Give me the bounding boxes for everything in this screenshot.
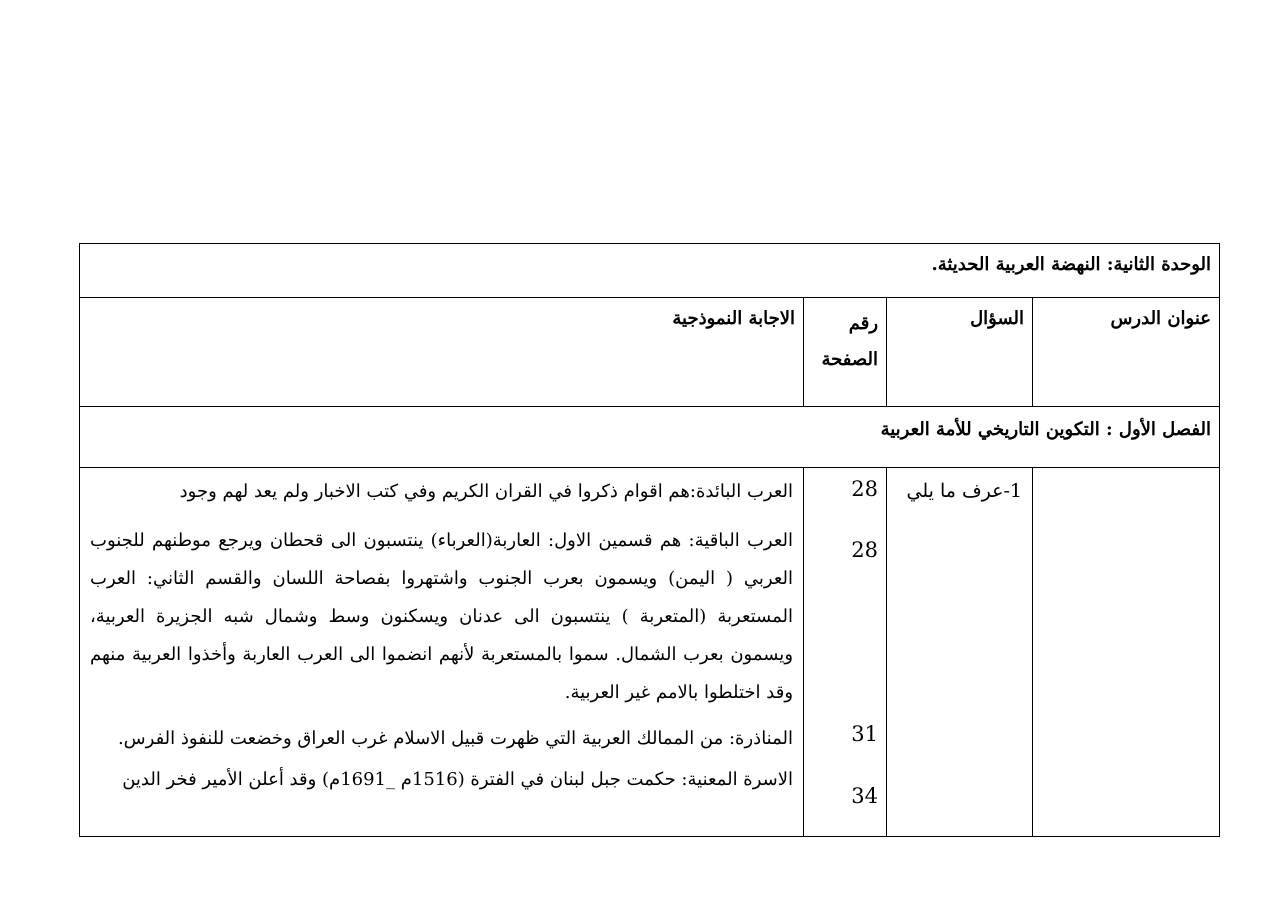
page-numbers bbox=[804, 468, 886, 836]
lesson-title-header: عنوان الدرس bbox=[1110, 308, 1212, 329]
question-cell bbox=[887, 468, 1033, 837]
page-number: 28 bbox=[851, 538, 879, 562]
page-number: 28 bbox=[851, 477, 879, 501]
model-answer-header: الاجابة النموذجية bbox=[672, 308, 796, 329]
answer-paragraph: الاسرة المعنية: حكمت جبل لبنان في الفترة (1516م _1691م) وقد أعلن الأمير فخر الدين bbox=[122, 769, 794, 790]
page-number: 34 bbox=[851, 784, 879, 808]
page-number-cell bbox=[804, 468, 887, 837]
page-number-header: رقم الصفحة bbox=[821, 313, 879, 370]
question-header: السؤال bbox=[970, 308, 1025, 329]
answer-paragraph: المناذرة: من الممالك العربية التي ظهرت قبيل الاسلام غرب العراق وخضعت للنفوذ الفرس. bbox=[117, 728, 794, 749]
page-number-header-cell bbox=[804, 298, 887, 407]
question-header-cell bbox=[887, 298, 1033, 407]
question-text: 1-عرف ما يلي bbox=[906, 480, 1023, 502]
lesson-title-header-cell bbox=[1033, 298, 1220, 407]
column-header-row bbox=[80, 298, 1220, 407]
model-answer-cell bbox=[80, 468, 804, 837]
content-row bbox=[80, 468, 1220, 837]
answers-block bbox=[80, 468, 803, 794]
unit-title: الوحدة الثانية: النهضة العربية الحديثة. bbox=[931, 254, 1212, 275]
answer-paragraph: العرب الباقية: هم قسمين الاول: العاربة(العرباء) ينتسبون الى قحطان ويرجع موطنهم للجنوب العربي ( اليمن) ويسمون بعرب الجنوب واشتهروا بفصاحة اللسان والقسم الثاني: العرب المستعربة (المتعربة ) ينتسبون الى عدنان ويسكنون وسط وشمال شبه الجزيرة العربية، ويسمون بعرب الشمال. سموا بالمستعربة لأنهم انضموا الى العرب العاربة وأخذوا العربية منهم وقد اختلطوا بالامم غير العربية. bbox=[90, 530, 794, 703]
curriculum-table bbox=[79, 243, 1220, 837]
model-answer-header-cell bbox=[80, 298, 804, 407]
answer-paragraph: العرب البائدة:هم اقوام ذكروا في القران الكريم وفي كتب الاخبار ولم يعد لهم وجود bbox=[179, 481, 794, 502]
page-number: 31 bbox=[851, 722, 879, 746]
chapter-title: الفصل الأول : التكوين التاريخي للأمة العربية bbox=[880, 419, 1212, 440]
unit-cell bbox=[80, 244, 1220, 298]
chapter-row bbox=[80, 407, 1220, 468]
unit-row bbox=[80, 244, 1220, 298]
lesson-title-cell bbox=[1033, 468, 1220, 837]
chapter-cell bbox=[80, 407, 1220, 468]
